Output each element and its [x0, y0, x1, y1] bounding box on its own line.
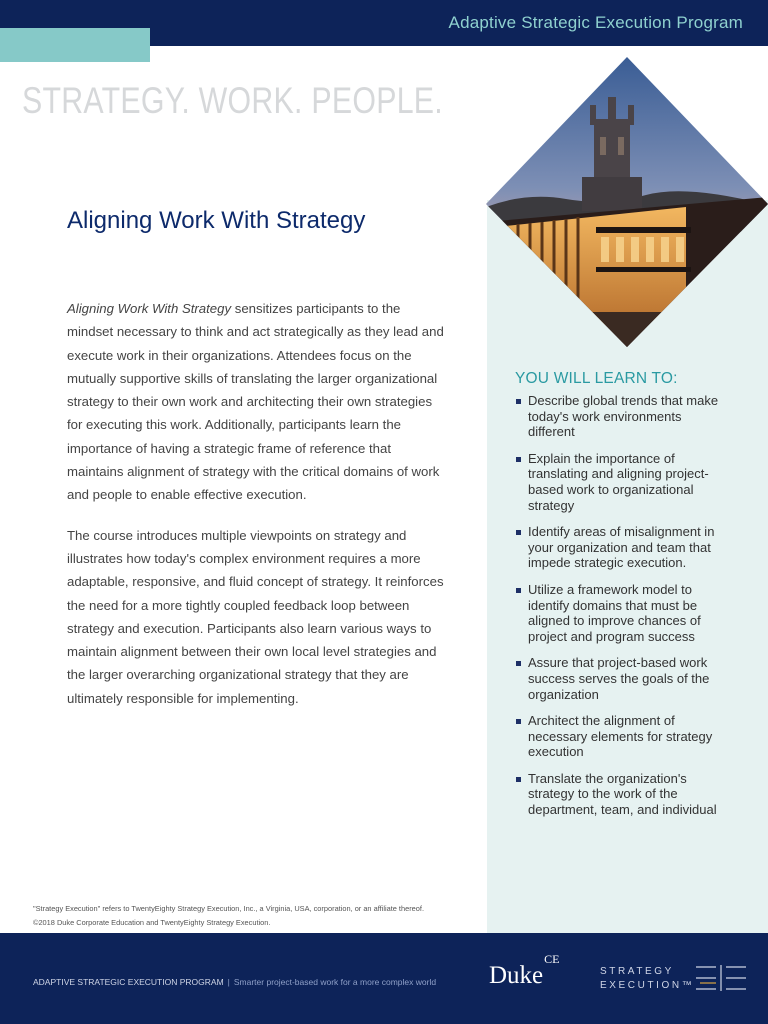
duke-logo-name: Duke — [489, 962, 544, 989]
list-item — [515, 524, 730, 571]
list-item-text: Utilize a framework model to identify domains that must be aligned to improve chances of project and program success — [528, 581, 701, 644]
list-item — [515, 713, 730, 760]
footer-program-line — [33, 977, 436, 987]
square-bullet-icon — [516, 399, 521, 404]
course-title: Aligning Work With Strategy — [67, 207, 366, 234]
square-bullet-icon — [516, 661, 521, 666]
list-item — [515, 393, 730, 440]
learn-list — [515, 393, 730, 829]
list-item-text: Translate the organization's strategy to the work of the department, team, and individual — [528, 770, 717, 818]
list-item-text: Architect the alignment of necessary elements for strategy execution — [528, 713, 713, 760]
description-paragraph-1-text: sensitizes participants to the mindset necessary to think and act strategically as they lead and execute work in their organizations. Attendees focus on the mutually supportive skills of translating the larger organizational strategy to their own work and architecting their own strategies for executing this work. Additionally, participants learn the importance of having a strategic frame of reference that maintains alignment of strategy with the critical domains of work and people to enable effective execution. — [67, 301, 444, 503]
tagline: STRATEGY. WORK. PEOPLE. — [22, 80, 443, 121]
list-item — [515, 582, 730, 644]
course-description — [67, 297, 447, 727]
list-item — [515, 771, 730, 818]
duke-chapel-photo — [486, 57, 768, 347]
square-bullet-icon — [516, 777, 521, 782]
strategy-execution-mark-icon — [696, 965, 746, 991]
list-item-text: Describe global trends that make today's work environments different — [528, 393, 719, 440]
learn-heading: YOU WILL LEARN TO: — [515, 370, 678, 387]
list-item — [515, 451, 730, 513]
footer-program-name: ADAPTIVE STRATEGIC EXECUTION PROGRAM — [33, 977, 224, 987]
teal-accent-block — [0, 28, 150, 62]
disclaimer-line-1: "Strategy Execution" refers to TwentyEighty Strategy Execution, Inc., a Virginia, USA, corporation, or an affiliate thereof. — [33, 904, 424, 913]
footer-separator: | — [227, 977, 230, 987]
program-title: Adaptive Strategic Execution Program — [448, 13, 743, 32]
list-item-text: Explain the importance of translating and aligning project-based work to organizational strategy — [528, 450, 709, 513]
square-bullet-icon — [516, 719, 521, 724]
description-paragraph-2: The course introduces multiple viewpoints on strategy and illustrates how today's complex environment requires a more adaptable, responsive, and fluid concept of strategy. It reinforces the need for a more tightly coupled feedback loop between strategy and execution. Participants also learn various ways to maintain alignment between their own local level strategies and the larger overarching organizational strategy that they are ultimately responsible for implementing. — [67, 527, 444, 706]
disclaimer — [33, 902, 424, 930]
square-bullet-icon — [516, 457, 521, 462]
list-item — [515, 655, 730, 702]
course-name-emphasis: Aligning Work With Strategy — [67, 301, 232, 316]
description-paragraph-1 — [67, 297, 447, 507]
list-item-text: Identify areas of misalignment in your organization and team that impede strategic execution. — [528, 524, 715, 571]
strategy-execution-logo — [600, 965, 694, 993]
square-bullet-icon — [516, 530, 521, 535]
footer-subtitle: Smarter project-based work for a more complex world — [233, 977, 437, 987]
se-logo-line-1: STRATEGY — [600, 966, 674, 977]
duke-logo-ce: CE — [544, 951, 560, 966]
disclaimer-line-2: ©2018 Duke Corporate Education and TwentyEighty Strategy Execution. — [33, 918, 271, 927]
square-bullet-icon — [516, 588, 521, 593]
se-logo-line-2: EXECUTION™ — [600, 980, 695, 991]
duke-ce-logo — [489, 951, 560, 990]
list-item-text: Assure that project-based work success serves the goals of the organization — [528, 655, 710, 702]
